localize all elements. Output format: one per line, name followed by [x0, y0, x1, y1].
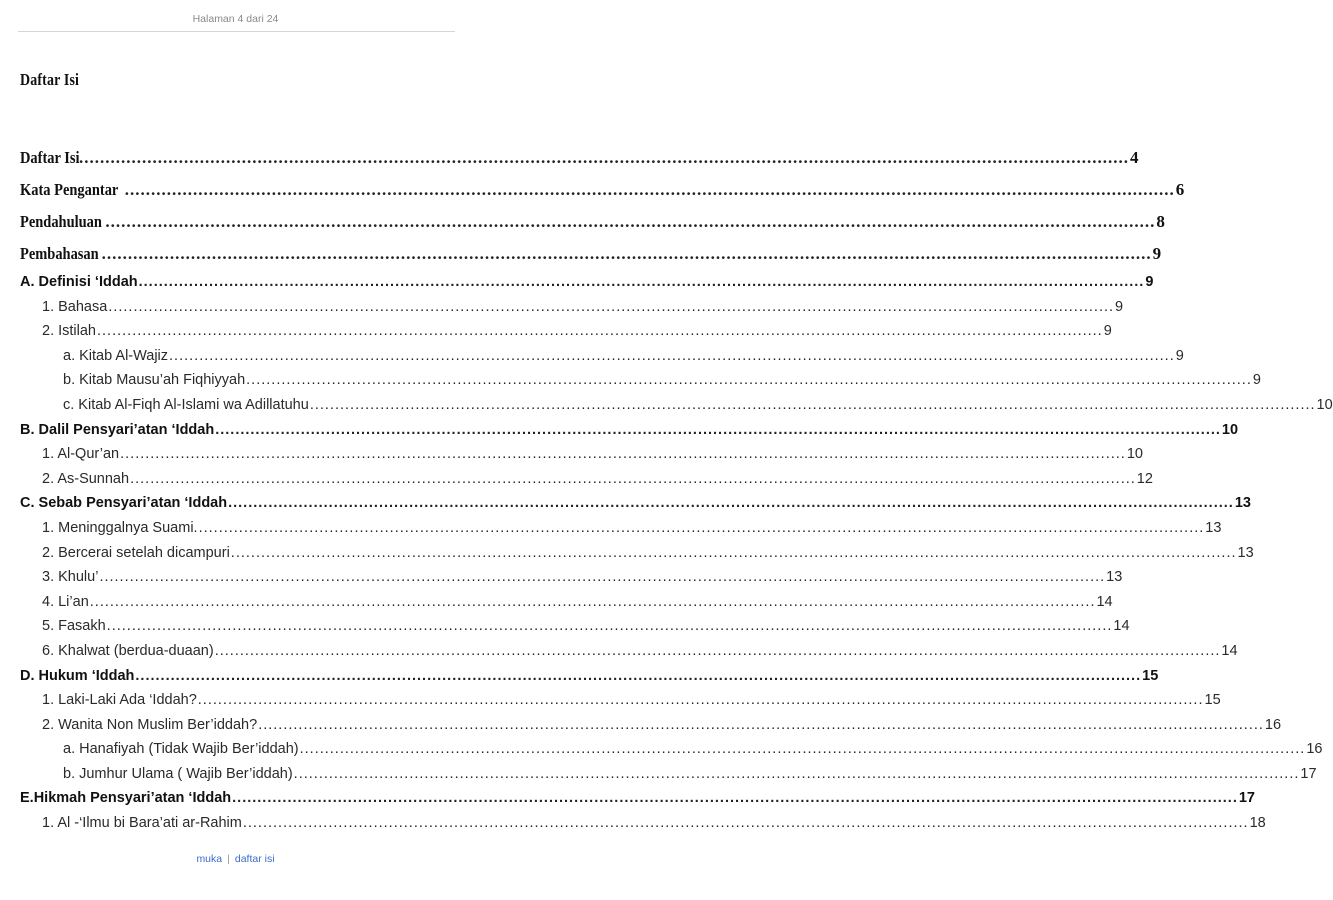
toc-entry-page: 12	[1136, 470, 1153, 487]
dot-leader: ........................................................................................................................................................................................................	[169, 347, 1175, 364]
toc-entry[interactable]	[20, 393, 1333, 418]
toc-entry-page: 13	[1106, 569, 1123, 586]
toc-entry-page: 15	[1204, 692, 1221, 709]
toc-entry[interactable]	[20, 142, 1139, 174]
dot-leader: ........................................................................................................................................................................................................	[99, 569, 1106, 586]
dot-leader: ........................................................................................................................................................................................................	[108, 298, 1115, 315]
toc-entry[interactable]	[20, 238, 1162, 270]
dot-leader: ........................................................................................................................................................................................................	[198, 519, 1205, 536]
toc-entry-label: D. Hukum ‘Iddah	[20, 667, 135, 684]
home-link[interactable]: muka	[196, 853, 223, 865]
toc-entry-page: 10	[1316, 396, 1333, 413]
dot-leader: ........................................................................................................................................................................................................	[130, 470, 1136, 487]
dot-leader: ........................................................................................................................................................................................................	[246, 372, 1252, 389]
toc-entry-label: Daftar Isi	[20, 148, 80, 167]
toc-entry[interactable]	[20, 786, 1255, 811]
toc-entry-page: 13	[1205, 519, 1222, 536]
toc-entry-label: 1. Laki-Laki Ada ‘Iddah?	[42, 692, 197, 709]
toc-entry-label: 1. Meninggalnya Suami.	[42, 519, 198, 536]
toc-entry-page: 17	[1238, 790, 1255, 807]
toc-entry-label: 3. Khulu’	[42, 569, 99, 586]
toc-entry-label: 4. Li’an	[42, 593, 89, 610]
toc-entry[interactable]	[20, 516, 1222, 541]
toc-entry-page: 14	[1221, 642, 1238, 659]
toc-entry-label: 1. Bahasa	[42, 298, 108, 315]
dot-leader: ........................................................................................................................................................................................................	[138, 274, 1145, 290]
dot-leader: ........................................................................................................................................................................................................	[309, 396, 1316, 413]
dot-leader: ........................................................................................................................................................................................................	[120, 446, 1126, 463]
toc-entry-page: 9	[1103, 323, 1112, 340]
dot-leader: ........................................................................................................................................................................................................	[214, 642, 1221, 659]
toc-entry[interactable]	[20, 418, 1239, 443]
toc-entry-page: 10	[1126, 446, 1143, 463]
dot-leader: ........................................................................................................................................................................................................	[242, 815, 1249, 832]
footer-separator: |	[227, 853, 230, 865]
toc-entry[interactable]	[20, 664, 1159, 689]
toc-entry-page: 14	[1096, 593, 1113, 610]
toc-entry-page: 9	[1175, 347, 1184, 364]
toc-entry-label: a. Hanafiyah (Tidak Wajib Ber’iddah)	[63, 741, 299, 758]
dot-leader: ........................................................................................................................................................................................................	[228, 495, 1234, 512]
toc-entry-label: 1. Al-Qur’an	[42, 446, 120, 463]
toc-entry-label: 1. Al -‘Ilmu bi Bara’ati ar-Rahim	[42, 815, 242, 832]
toc-entry[interactable]	[20, 762, 1317, 787]
dot-leader: ........................................................................................................................................................................................................	[230, 544, 1237, 561]
dot-leader: ........................................................................................................................................................................................................	[124, 180, 1175, 199]
toc-entry-label: 2. Istilah	[42, 323, 96, 340]
toc-entry[interactable]	[20, 590, 1113, 615]
toc-entry-label: 2. As-Sunnah	[42, 470, 130, 487]
toc-entry-page: 18	[1249, 815, 1266, 832]
toc-entry-page: 9	[1145, 274, 1154, 290]
toc-entry[interactable]	[20, 713, 1282, 738]
dot-leader: ........................................................................................................................................................................................................	[293, 765, 1300, 782]
toc-entry-label: b. Jumhur Ulama ( Wajib Ber’iddah)	[63, 765, 293, 782]
toc-entry[interactable]	[20, 688, 1221, 713]
footer-nav	[0, 853, 471, 865]
toc-entry-label: Pembahasan	[20, 244, 99, 263]
toc-entry-page: 9	[1252, 372, 1261, 389]
toc-entry[interactable]	[20, 811, 1266, 836]
toc-entry-page: 17	[1300, 765, 1317, 782]
toc-entry-label: C. Sebab Pensyari’atan ‘Iddah	[20, 495, 228, 512]
toc-entry-label: Pendahuluan	[20, 212, 102, 231]
dot-leader: ........................................................................................................................................................................................................	[97, 323, 1103, 340]
toc-entry-page: 6	[1175, 180, 1185, 199]
toc-entry-page: 13	[1237, 544, 1254, 561]
dot-leader: ........................................................................................................................................................................................................	[299, 741, 1306, 758]
toc-link[interactable]: daftar isi	[234, 853, 275, 865]
toc-entry-page: 8	[1156, 212, 1165, 231]
toc-entry-label: A. Definisi ‘Iddah	[20, 274, 138, 290]
dot-leader: ........................................................................................................................................................................................................	[101, 244, 1152, 263]
toc-entry-page: 9	[1152, 244, 1162, 263]
header-divider	[18, 31, 455, 32]
toc-entry-page: 16	[1306, 741, 1323, 758]
toc-entry-page: 16	[1264, 716, 1282, 733]
toc-entry[interactable]	[20, 319, 1112, 344]
toc-entry-label: E.Hikmah Pensyari’atan ‘Iddah	[20, 790, 232, 807]
toc-entry[interactable]	[20, 442, 1143, 467]
dot-leader: ........................................................................................................................................................................................................	[105, 212, 1156, 231]
dot-leader: ........................................................................................................................................................................................................	[106, 618, 1113, 635]
dot-leader: ........................................................................................................................................................................................................	[232, 790, 1238, 807]
dot-leader: ........................................................................................................................................................................................................	[89, 593, 1096, 610]
toc-entry-label: B. Dalil Pensyari’atan ‘Iddah	[20, 421, 215, 438]
page-title: Daftar Isi	[20, 70, 80, 89]
dot-leader: ........................................................................................................................................................................................................	[197, 692, 1204, 709]
toc-entry[interactable]	[20, 295, 1124, 320]
toc-entry-label: c. Kitab Al-Fiqh Al-Islami wa Adillatuhu	[63, 396, 309, 413]
dot-leader: ........................................................................................................................................................................................................	[215, 421, 1221, 438]
toc-entry-page: 9	[1115, 298, 1124, 315]
toc-entry-label: 2. Wanita Non Muslim Ber’iddah?	[42, 716, 258, 733]
toc-entry-label: 6. Khalwat (berdua-duaan)	[42, 642, 214, 659]
toc-entry[interactable]	[20, 174, 1185, 206]
toc-entry[interactable]	[20, 368, 1261, 393]
toc-entry-label: 5. Fasakh	[42, 618, 106, 635]
toc-entry[interactable]	[20, 206, 1165, 238]
toc-entry-label: b. Kitab Mausu’ah Fiqhiyyah	[63, 372, 246, 389]
toc-entry-label: 2. Bercerai setelah dicampuri	[42, 544, 230, 561]
page-indicator: Halaman 4 dari 24	[192, 13, 279, 25]
toc-entry[interactable]	[20, 737, 1323, 762]
toc-entry[interactable]	[20, 270, 1154, 295]
toc-entry-label: Kata Pengantar	[20, 180, 119, 199]
toc-entry-page: 14	[1113, 618, 1130, 635]
toc-entry-page: 10	[1221, 421, 1239, 438]
table-of-contents	[20, 142, 1333, 836]
toc-entry-page: 15	[1142, 667, 1159, 684]
toc-entry-page: 13	[1234, 495, 1251, 512]
toc-entry[interactable]	[20, 491, 1251, 516]
dot-leader: ........................................................................................................................................................................................................	[79, 148, 1130, 167]
dot-leader: ........................................................................................................................................................................................................	[258, 716, 1264, 733]
toc-entry[interactable]	[20, 467, 1153, 492]
dot-leader: ........................................................................................................................................................................................................	[135, 667, 1142, 684]
toc-entry[interactable]	[20, 614, 1130, 639]
toc-entry[interactable]	[20, 344, 1184, 369]
toc-entry[interactable]	[20, 565, 1123, 590]
toc-entry[interactable]	[20, 541, 1254, 566]
toc-entry-page: 4	[1130, 148, 1139, 167]
toc-entry[interactable]	[20, 639, 1238, 664]
toc-entry-label: a. Kitab Al-Wajiz	[63, 347, 169, 364]
